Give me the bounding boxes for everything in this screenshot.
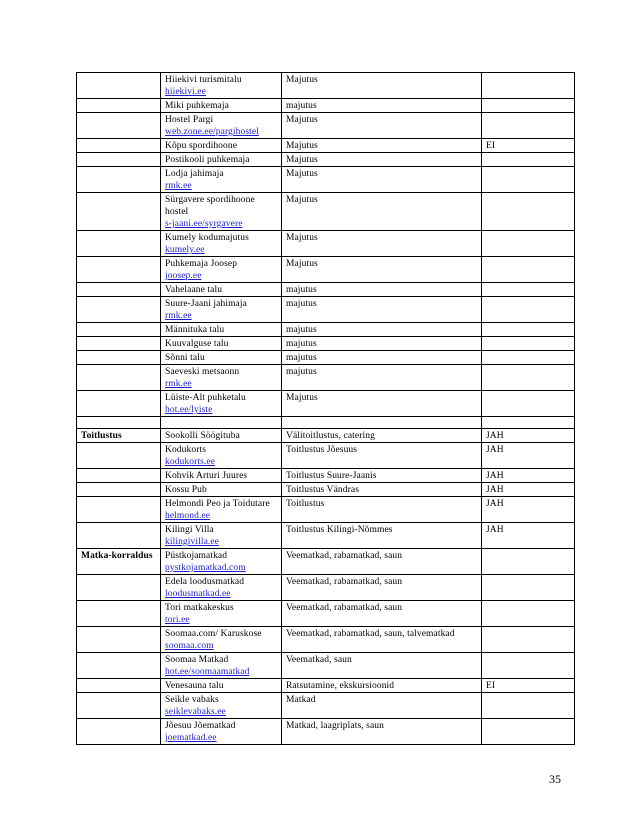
- website-link[interactable]: pystkojamatkad.com: [165, 563, 246, 573]
- category-cell: [77, 231, 161, 257]
- business-name: Püstkojamatkad: [165, 551, 228, 561]
- service-cell: [282, 113, 482, 139]
- table-row: [77, 443, 575, 469]
- page-number: 35: [549, 772, 561, 786]
- service-description: Toitlustus Vändras: [286, 485, 359, 495]
- name-cell: [161, 601, 282, 627]
- website-link[interactable]: web.zone.ee/pargihostel: [165, 127, 259, 137]
- table-row: [77, 497, 575, 523]
- name-cell: [161, 443, 282, 469]
- website-link[interactable]: hiiekivi.ee: [165, 87, 206, 97]
- business-name: Sõnni talu: [165, 353, 205, 363]
- table-row: [77, 549, 575, 575]
- business-name: Kõpu spordihoone: [165, 141, 238, 151]
- category-cell: [77, 153, 161, 167]
- service-description: majutus: [286, 285, 317, 295]
- category-cell: [77, 167, 161, 193]
- note-cell: [482, 257, 575, 283]
- category-cell: [77, 323, 161, 337]
- name-cell: [161, 153, 282, 167]
- service-cell: [282, 627, 482, 653]
- service-cell: [282, 391, 482, 417]
- service-description: Majutus: [286, 155, 318, 165]
- service-description: Majutus: [286, 259, 318, 269]
- service-cell: [282, 653, 482, 679]
- availability-flag: JAH: [486, 471, 504, 481]
- service-cell: [282, 231, 482, 257]
- category-cell: [77, 443, 161, 469]
- business-name: Kilingi Villa: [165, 525, 214, 535]
- note-cell: [482, 693, 575, 719]
- table-row: [77, 653, 575, 679]
- website-link[interactable]: rmk.ee: [165, 379, 192, 389]
- category-cell: [77, 549, 161, 575]
- table-row: [77, 337, 575, 351]
- note-cell: [482, 323, 575, 337]
- note-cell: [482, 391, 575, 417]
- website-link[interactable]: kilingivilla.ee: [165, 537, 220, 547]
- name-cell: [161, 337, 282, 351]
- table-row: [77, 193, 575, 231]
- note-cell: [482, 351, 575, 365]
- service-description: Välitoitlustus, catering: [286, 431, 375, 441]
- service-description: Veematkad, rabamatkad, saun: [286, 551, 403, 561]
- name-cell: [161, 365, 282, 391]
- note-cell: [482, 523, 575, 549]
- name-cell: [161, 323, 282, 337]
- name-cell: [161, 627, 282, 653]
- note-cell: [482, 719, 575, 745]
- note-cell: [482, 139, 575, 153]
- name-cell: [161, 167, 282, 193]
- service-description: majutus: [286, 101, 317, 111]
- service-cell: [282, 193, 482, 231]
- availability-flag: JAH: [486, 431, 504, 441]
- service-cell: [282, 323, 482, 337]
- service-description: Majutus: [286, 169, 318, 179]
- category-label: Matka-korraldus: [81, 551, 153, 561]
- business-name: Tori matkakeskus: [165, 603, 234, 613]
- service-description: Majutus: [286, 141, 318, 151]
- category-cell: [77, 283, 161, 297]
- category-cell: [77, 337, 161, 351]
- note-cell: [482, 575, 575, 601]
- website-link[interactable]: joematkad.ee: [165, 733, 217, 743]
- business-name: Vahelaane talu: [165, 285, 223, 295]
- business-name: Sookolli Söögituba: [165, 431, 240, 441]
- website-link[interactable]: kumely.ee: [165, 245, 205, 255]
- name-cell: [161, 653, 282, 679]
- category-cell: [77, 693, 161, 719]
- services-table: [76, 72, 575, 745]
- service-description: Majutus: [286, 233, 318, 243]
- table-spacer-row: [77, 417, 575, 429]
- service-description: Ratsutamine, ekskursioonid: [286, 681, 395, 691]
- service-cell: [282, 549, 482, 575]
- business-name: Kumely kodumajutus: [165, 233, 249, 243]
- business-name: Seikle vabaks: [165, 695, 219, 705]
- service-description: majutus: [286, 339, 317, 349]
- table-row: [77, 719, 575, 745]
- name-cell: [161, 73, 282, 99]
- category-cell: [77, 99, 161, 113]
- table-row: [77, 679, 575, 693]
- availability-flag: JAH: [486, 485, 504, 495]
- service-description: majutus: [286, 325, 317, 335]
- business-name: Edela loodusmatkad: [165, 577, 245, 587]
- category-cell: [77, 297, 161, 323]
- business-name: Miki puhkemaja: [165, 101, 229, 111]
- business-name: Männituka talu: [165, 325, 225, 335]
- service-description: majutus: [286, 299, 317, 309]
- availability-flag: EI: [486, 681, 496, 691]
- category-cell: [77, 469, 161, 483]
- name-cell: [161, 575, 282, 601]
- table-row: [77, 153, 575, 167]
- website-link[interactable]: seiklevabaks.ee: [165, 707, 226, 717]
- note-cell: [482, 627, 575, 653]
- category-cell: [77, 497, 161, 523]
- availability-flag: JAH: [486, 445, 504, 455]
- category-cell: [77, 429, 161, 443]
- service-cell: [282, 337, 482, 351]
- business-name: Helmondi Peo ja Toidutare: [165, 499, 270, 509]
- business-name: Puhkemaja Joosep: [165, 259, 238, 269]
- category-cell: [77, 653, 161, 679]
- service-description: Majutus: [286, 195, 318, 205]
- table-row: [77, 627, 575, 653]
- table-row: [77, 523, 575, 549]
- website-link[interactable]: rmk.ee: [165, 311, 192, 321]
- service-description: Veematkad, rabamatkad, saun: [286, 577, 403, 587]
- services-table-body: [77, 73, 575, 745]
- category-cell: [77, 601, 161, 627]
- note-cell: [482, 337, 575, 351]
- business-name: Kuuvalguse talu: [165, 339, 229, 349]
- service-cell: [282, 483, 482, 497]
- note-cell: [482, 417, 575, 429]
- business-name: Jõesuu Jõematkad: [165, 721, 236, 731]
- table-row: [77, 139, 575, 153]
- table-row: [77, 575, 575, 601]
- website-link[interactable]: hot.ee/soomaamatkad: [165, 667, 250, 677]
- service-description: majutus: [286, 353, 317, 363]
- service-cell: [282, 99, 482, 113]
- category-label: Toitlustus: [81, 431, 122, 441]
- note-cell: [482, 429, 575, 443]
- table-row: [77, 283, 575, 297]
- service-cell: [282, 469, 482, 483]
- service-cell: [282, 497, 482, 523]
- service-description: Toitlustus Suure-Jaanis: [286, 471, 377, 481]
- business-name: Hostel Pargi: [165, 115, 214, 125]
- website-link[interactable]: s-jaani.ee/syrgavere: [165, 219, 243, 229]
- category-cell: [77, 679, 161, 693]
- category-cell: [77, 113, 161, 139]
- table-row: [77, 113, 575, 139]
- note-cell: [482, 153, 575, 167]
- note-cell: [482, 365, 575, 391]
- name-cell: [161, 139, 282, 153]
- note-cell: [482, 549, 575, 575]
- service-description: Veematkad, saun: [286, 655, 352, 665]
- service-cell: [282, 153, 482, 167]
- website-link[interactable]: loodusmatkad.ee: [165, 589, 231, 599]
- service-description: Majutus: [286, 393, 318, 403]
- website-link[interactable]: tori.ee: [165, 615, 190, 625]
- category-cell: [77, 139, 161, 153]
- note-cell: [482, 483, 575, 497]
- service-cell: [282, 365, 482, 391]
- service-cell: [282, 443, 482, 469]
- service-cell: [282, 575, 482, 601]
- category-cell: [77, 351, 161, 365]
- name-cell: [161, 469, 282, 483]
- availability-flag: JAH: [486, 525, 504, 535]
- category-cell: [77, 627, 161, 653]
- service-description: Majutus: [286, 75, 318, 85]
- category-cell: [77, 73, 161, 99]
- business-name: Sürgavere spordihoone hostel: [165, 195, 255, 217]
- note-cell: [482, 73, 575, 99]
- name-cell: [161, 693, 282, 719]
- category-cell: [77, 575, 161, 601]
- website-link[interactable]: soomaa.com: [165, 641, 214, 651]
- business-name: Hiiekivi turismitalu: [165, 75, 242, 85]
- table-row: [77, 99, 575, 113]
- name-cell: [161, 429, 282, 443]
- service-description: majutus: [286, 367, 317, 377]
- name-cell: [161, 417, 282, 429]
- name-cell: [161, 283, 282, 297]
- name-cell: [161, 257, 282, 283]
- category-cell: [77, 257, 161, 283]
- table-row: [77, 231, 575, 257]
- table-row: [77, 323, 575, 337]
- service-description: Matkad, laagriplats, saun: [286, 721, 385, 731]
- name-cell: [161, 193, 282, 231]
- category-cell: [77, 523, 161, 549]
- service-cell: [282, 257, 482, 283]
- service-description: Toitlustus: [286, 499, 325, 509]
- note-cell: [482, 601, 575, 627]
- service-description: Veematkad, rabamatkad, saun, talvematkad: [286, 629, 455, 639]
- service-cell: [282, 429, 482, 443]
- name-cell: [161, 231, 282, 257]
- name-cell: [161, 391, 282, 417]
- service-description: Toitlustus Kilingi-Nõmmes: [286, 525, 393, 535]
- table-row: [77, 601, 575, 627]
- table-row: [77, 469, 575, 483]
- name-cell: [161, 351, 282, 365]
- business-name: Saeveski metsaonn: [165, 367, 240, 377]
- business-name: Lüiste-Alt puhketalu: [165, 393, 246, 403]
- business-name: Lodja jahimaja: [165, 169, 224, 179]
- website-link[interactable]: helmond.ee: [165, 511, 211, 521]
- table-row: [77, 391, 575, 417]
- name-cell: [161, 297, 282, 323]
- category-cell: [77, 193, 161, 231]
- note-cell: [482, 113, 575, 139]
- service-cell: [282, 139, 482, 153]
- table-row: [77, 429, 575, 443]
- note-cell: [482, 193, 575, 231]
- category-cell: [77, 483, 161, 497]
- note-cell: [482, 497, 575, 523]
- service-cell: [282, 523, 482, 549]
- table-row: [77, 693, 575, 719]
- website-link[interactable]: rmk.ee: [165, 181, 192, 191]
- table-row: [77, 167, 575, 193]
- table-row: [77, 297, 575, 323]
- category-cell: [77, 719, 161, 745]
- note-cell: [482, 443, 575, 469]
- availability-flag: EI: [486, 141, 496, 151]
- service-description: Matkad: [286, 695, 316, 705]
- category-cell: [77, 417, 161, 429]
- name-cell: [161, 549, 282, 575]
- table-row: [77, 483, 575, 497]
- business-name: Soomaa.com/ Karuskose: [165, 629, 262, 639]
- service-cell: [282, 693, 482, 719]
- service-cell: [282, 417, 482, 429]
- name-cell: [161, 497, 282, 523]
- name-cell: [161, 719, 282, 745]
- name-cell: [161, 679, 282, 693]
- note-cell: [482, 297, 575, 323]
- category-cell: [77, 365, 161, 391]
- name-cell: [161, 523, 282, 549]
- note-cell: [482, 231, 575, 257]
- business-name: Soomaa Matkad: [165, 655, 229, 665]
- note-cell: [482, 99, 575, 113]
- service-description: Toitlustus Jõesuus: [286, 445, 358, 455]
- note-cell: [482, 167, 575, 193]
- table-row: [77, 73, 575, 99]
- website-link[interactable]: hot.ee/lyiste: [165, 405, 213, 415]
- service-cell: [282, 601, 482, 627]
- note-cell: [482, 469, 575, 483]
- name-cell: [161, 113, 282, 139]
- table-row: [77, 351, 575, 365]
- note-cell: [482, 679, 575, 693]
- availability-flag: JAH: [486, 499, 504, 509]
- name-cell: [161, 99, 282, 113]
- table-row: [77, 365, 575, 391]
- business-name: Postikooli puhkemaja: [165, 155, 250, 165]
- service-description: Majutus: [286, 115, 318, 125]
- service-cell: [282, 719, 482, 745]
- table-row: [77, 257, 575, 283]
- service-cell: [282, 167, 482, 193]
- business-name: Kohvik Arturi Juures: [165, 471, 248, 481]
- service-description: Veematkad, rabamatkad, saun: [286, 603, 403, 613]
- service-cell: [282, 351, 482, 365]
- business-name: Kodukorts: [165, 445, 207, 455]
- service-cell: [282, 297, 482, 323]
- name-cell: [161, 483, 282, 497]
- service-cell: [282, 679, 482, 693]
- business-name: Kossu Pub: [165, 485, 207, 495]
- category-cell: [77, 391, 161, 417]
- service-cell: [282, 283, 482, 297]
- business-name: Suure-Jaani jahimaja: [165, 299, 247, 309]
- website-link[interactable]: kodukorts.ee: [165, 457, 216, 467]
- business-name: Venesauna talu: [165, 681, 224, 691]
- website-link[interactable]: joosep.ee: [165, 271, 202, 281]
- note-cell: [482, 653, 575, 679]
- service-cell: [282, 73, 482, 99]
- note-cell: [482, 283, 575, 297]
